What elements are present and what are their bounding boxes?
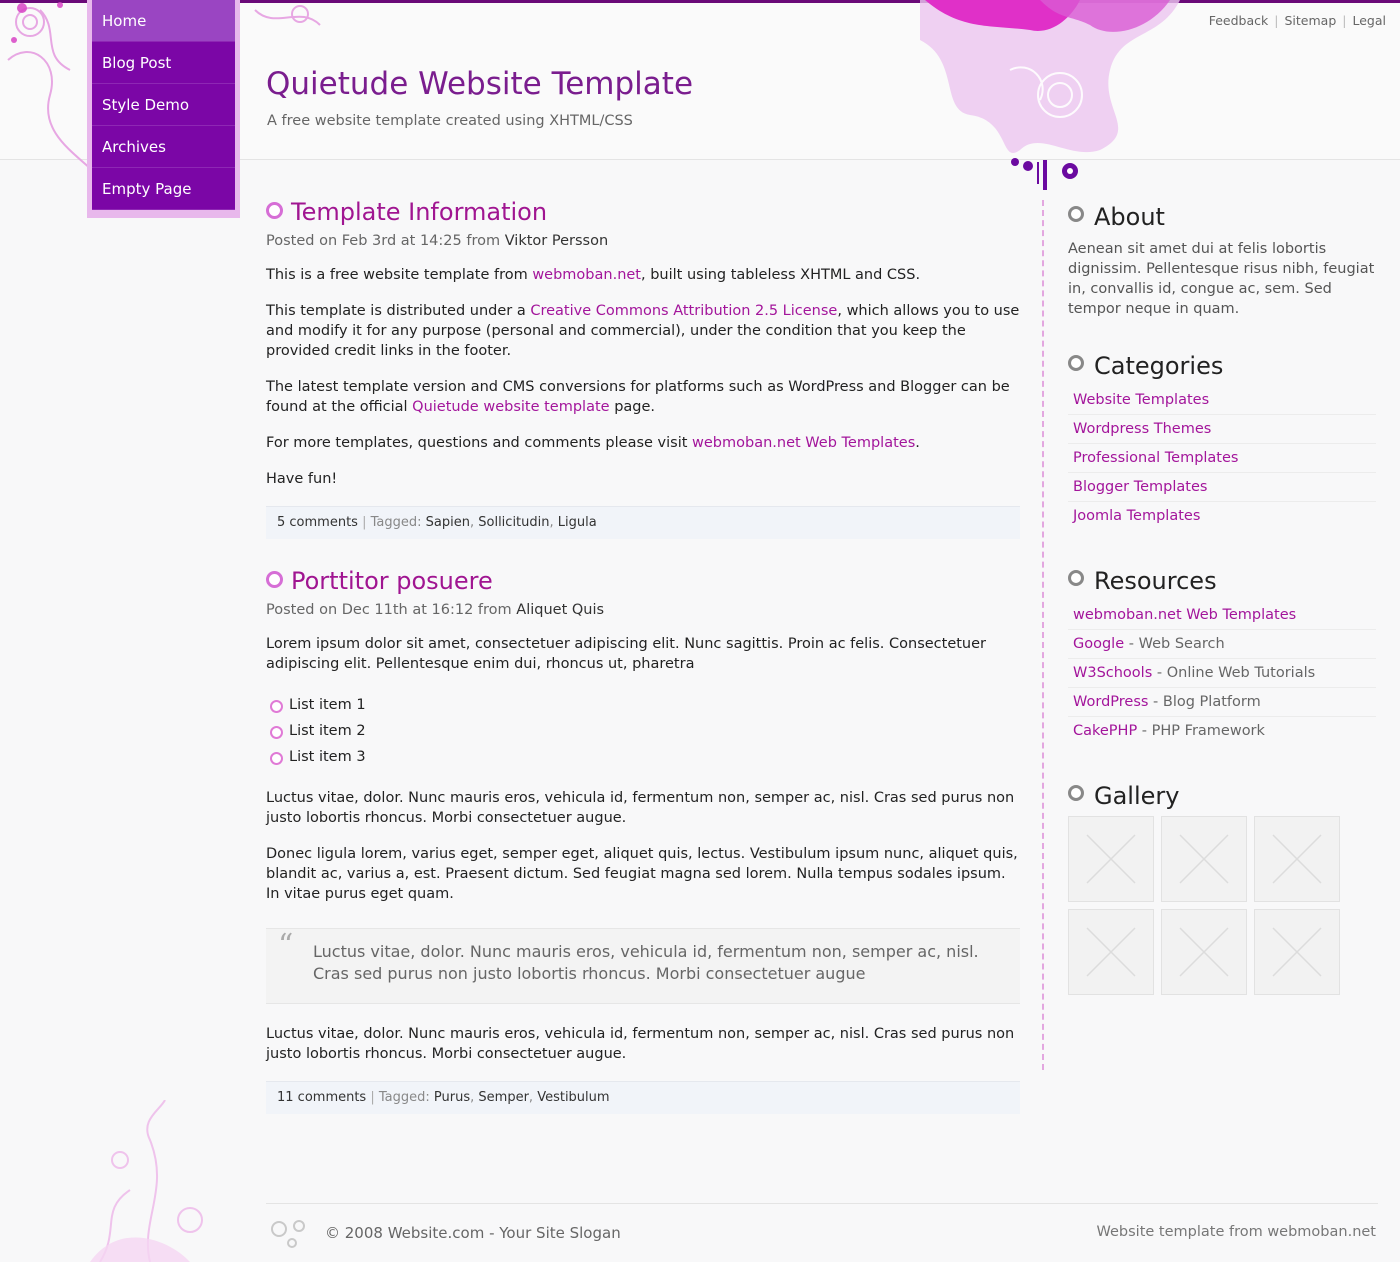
category-link[interactable]: Professional Templates <box>1073 450 1239 466</box>
text: page. <box>614 399 656 415</box>
tagged-label: Tagged: <box>370 515 422 530</box>
gallery-thumbnail[interactable] <box>1068 816 1154 902</box>
post-author: Aliquet Quis <box>516 602 605 618</box>
footer-divider <box>266 1203 1378 1204</box>
quote-text: Luctus vitae, dolor. Nunc mauris eros, vehicula id, fermentum non, semper ac, nisl. Cras sed purus non justo lobortis rhoncus. Morbi consectetuer augue <box>313 942 979 983</box>
list-item: List item 1 <box>266 692 1020 718</box>
post-meta <box>266 233 1020 249</box>
category-link[interactable]: Wordpress Themes <box>1073 421 1212 437</box>
post-paragraph <box>266 301 1020 361</box>
text: For more templates, questions and comments please visit <box>266 435 688 451</box>
list-item <box>1068 473 1376 502</box>
resource-link[interactable]: W3Schools <box>1073 665 1153 681</box>
text: , built using tableless XHTML and CSS. <box>641 267 921 283</box>
license-link[interactable]: Creative Commons Attribution 2.5 License <box>530 303 838 319</box>
sidebar-heading <box>1068 352 1376 380</box>
resources-list <box>1068 601 1376 746</box>
tag-link[interactable]: Sollicitudin <box>478 515 550 530</box>
category-link[interactable]: Website Templates <box>1073 392 1210 408</box>
resources-section <box>1068 567 1376 746</box>
resource-desc: - Blog Platform <box>1148 694 1261 710</box>
post-paragraph: Lorem ipsum dolor sit amet, consectetuer adipiscing elit. Nunc sagittis. Proin ac felis. Consectetuer adipiscing elit. Pellentesque enim dui, rhoncus ut, pharetra <box>266 636 987 672</box>
legal-link[interactable]: Legal <box>1352 13 1386 28</box>
sidebar <box>1068 203 1376 995</box>
category-link[interactable]: Blogger Templates <box>1073 479 1208 495</box>
circle-bullet-icon <box>1068 206 1084 222</box>
resource-link[interactable]: WordPress <box>1073 694 1149 710</box>
post-paragraph <box>266 265 1020 285</box>
post-paragraph <box>266 377 1020 417</box>
list-item <box>1068 601 1376 630</box>
categories-section <box>1068 352 1376 531</box>
post-paragraph: Luctus vitae, dolor. Nunc mauris eros, vehicula id, fermentum non, semper ac, nisl. Cras sed purus non justo lobortis rhoncus. Morbi consectetuer augue. <box>266 790 1015 826</box>
tag-link[interactable]: Purus <box>433 1090 471 1105</box>
list-item <box>1068 688 1376 717</box>
list-item <box>1068 444 1376 473</box>
gallery-section <box>1068 782 1376 995</box>
post-meta-date: Posted on Feb 3rd at 14:25 from <box>266 233 501 249</box>
main-content <box>266 198 1020 1114</box>
sidebar-heading <box>1068 567 1376 595</box>
tag-link[interactable]: Vestibulum <box>537 1090 610 1105</box>
blockquote <box>266 928 1020 1004</box>
list-item <box>1068 717 1376 746</box>
gallery-thumbnail[interactable] <box>1161 909 1247 995</box>
image-placeholder-icon <box>1174 829 1234 889</box>
quote-mark-icon: “ <box>278 928 294 963</box>
list-item <box>1068 386 1376 415</box>
gallery-thumbnail[interactable] <box>1068 909 1154 995</box>
main-nav <box>87 0 240 218</box>
nav-item-empty-page <box>92 168 235 210</box>
post-template-information <box>266 198 1020 539</box>
post-title-link[interactable]: Porttitor posuere <box>291 567 493 595</box>
nav-link-archives[interactable]: Archives <box>92 126 235 168</box>
nav-link-blog-post[interactable]: Blog Post <box>92 42 235 84</box>
nav-item-home <box>92 0 235 42</box>
gallery-thumbnail[interactable] <box>1161 816 1247 902</box>
feedback-link[interactable]: Feedback <box>1208 13 1269 28</box>
list-item <box>1068 502 1376 531</box>
sidebar-divider <box>1042 200 1044 1070</box>
comments-link[interactable]: 11 comments <box>277 1090 367 1105</box>
circle-bullet-icon <box>1068 355 1084 371</box>
image-placeholder-icon <box>1081 829 1141 889</box>
site-subtitle: A free website template created using XHTML/CSS <box>267 113 633 129</box>
quietude-template-link[interactable]: Quietude website template <box>412 399 610 415</box>
resource-desc: - PHP Framework <box>1137 723 1265 739</box>
tag-link[interactable]: Semper <box>478 1090 529 1105</box>
utility-links: Feedback | Sitemap | Legal <box>1208 13 1386 28</box>
gallery-thumbnail[interactable] <box>1254 816 1340 902</box>
footer-copyright: © 2008 Website.com - Your Site Slogan <box>325 1224 621 1242</box>
nav-link-empty-page[interactable]: Empty Page <box>92 168 235 210</box>
list-item <box>1068 415 1376 444</box>
resource-link[interactable]: webmoban.net Web Templates <box>1073 607 1297 623</box>
circle-bullet-icon <box>266 571 283 588</box>
about-text: Aenean sit amet dui at felis lobortis dignissim. Pellentesque risus nibh, feugiat in, convallis id, congue ac, sem. Sed tempor neque in quam. <box>1068 241 1375 317</box>
list-item: List item 3 <box>266 744 1020 770</box>
web-templates-link[interactable]: webmoban.net Web Templates <box>692 435 916 451</box>
text: The latest template version and CMS conversions for platforms such as WordPress and Blogger can be found at the official <box>266 379 1010 415</box>
post-paragraph <box>266 433 1020 453</box>
post-meta-date: Posted on Dec 11th at 16:12 from <box>266 602 512 618</box>
categories-title: Categories <box>1094 352 1224 380</box>
gallery-title: Gallery <box>1094 782 1180 810</box>
image-placeholder-icon <box>1267 922 1327 982</box>
list-item <box>1068 630 1376 659</box>
nav-item-archives <box>92 126 235 168</box>
footer-circles-icon <box>268 1218 310 1250</box>
text: . <box>915 435 920 451</box>
categories-list <box>1068 386 1376 531</box>
post-paragraph: Have fun! <box>266 471 338 487</box>
circle-bullet-icon <box>1068 785 1084 801</box>
site-title: Quietude Website Template <box>266 66 694 102</box>
webmoban-link[interactable]: webmoban.net <box>532 267 641 283</box>
nav-link-home[interactable]: Home <box>92 0 235 42</box>
sidebar-heading <box>1068 203 1376 231</box>
gallery-grid <box>1068 816 1376 995</box>
gallery-thumbnail[interactable] <box>1254 909 1340 995</box>
post-author: Viktor Persson <box>504 233 609 249</box>
post-meta <box>266 602 1020 618</box>
sidebar-heading <box>1068 782 1376 810</box>
post-title <box>266 198 1020 226</box>
post-footer-bar: 11 comments | Tagged: Purus, Semper, Vestibulum <box>266 1081 1020 1114</box>
post-title <box>266 567 1020 595</box>
about-title: About <box>1094 203 1165 231</box>
resource-link[interactable]: CakePHP <box>1073 723 1138 739</box>
list-item: List item 2 <box>266 718 1020 744</box>
post-paragraph: Donec ligula lorem, varius eget, semper eget, aliquet quis, lectus. Vestibulum ipsum nunc, aliquet quis, blandit ac, varius a, est. Praesent dictum. Sed feugiat magna sed lorem. Nulla tempus sodales ipsum. In vitae purus eget quam. <box>266 846 1018 902</box>
floral-decoration-bottom-left <box>0 1100 260 1262</box>
resource-desc: - Online Web Tutorials <box>1152 665 1316 681</box>
sitemap-link[interactable]: Sitemap <box>1284 13 1337 28</box>
image-placeholder-icon <box>1174 922 1234 982</box>
resources-title: Resources <box>1094 567 1217 595</box>
floral-decoration-top-right <box>900 0 1200 195</box>
post-title-link[interactable]: Template Information <box>291 198 548 226</box>
post-footer-bar: 5 comments | Tagged: Sapien, Sollicitudin, Ligula <box>266 506 1020 539</box>
text: This template is distributed under a <box>266 303 526 319</box>
circle-bullet-icon <box>1068 570 1084 586</box>
footer-credit-link[interactable]: Website template from webmoban.net <box>1096 1224 1376 1240</box>
image-placeholder-icon <box>1081 922 1141 982</box>
tagged-label: Tagged: <box>378 1090 430 1105</box>
post-paragraph: Luctus vitae, dolor. Nunc mauris eros, vehicula id, fermentum non, semper ac, nisl. Cras sed purus non justo lobortis rhoncus. Morbi consectetuer augue. <box>266 1026 1015 1062</box>
resource-link[interactable]: Google <box>1073 636 1125 652</box>
tag-link[interactable]: Sapien <box>425 515 470 530</box>
category-link[interactable]: Joomla Templates <box>1073 508 1201 524</box>
list-item <box>1068 659 1376 688</box>
comments-link[interactable]: 5 comments <box>277 515 358 530</box>
text: This is a free website template from <box>266 267 528 283</box>
post-porttitor-posuere <box>266 567 1020 1114</box>
image-placeholder-icon <box>1267 829 1327 889</box>
nav-link-style-demo[interactable]: Style Demo <box>92 84 235 126</box>
resource-desc: - Web Search <box>1124 636 1225 652</box>
text: , which allows you to use and modify it for any purpose (personal and commercial), under the condition that you keep the provided credit links in the footer. <box>266 303 1020 359</box>
tag-link[interactable]: Ligula <box>557 515 597 530</box>
about-section <box>1068 203 1376 319</box>
nav-item-style-demo <box>92 84 235 126</box>
circle-bullet-icon <box>266 202 283 219</box>
bullet-list <box>266 692 1020 770</box>
nav-item-blog-post <box>92 42 235 84</box>
